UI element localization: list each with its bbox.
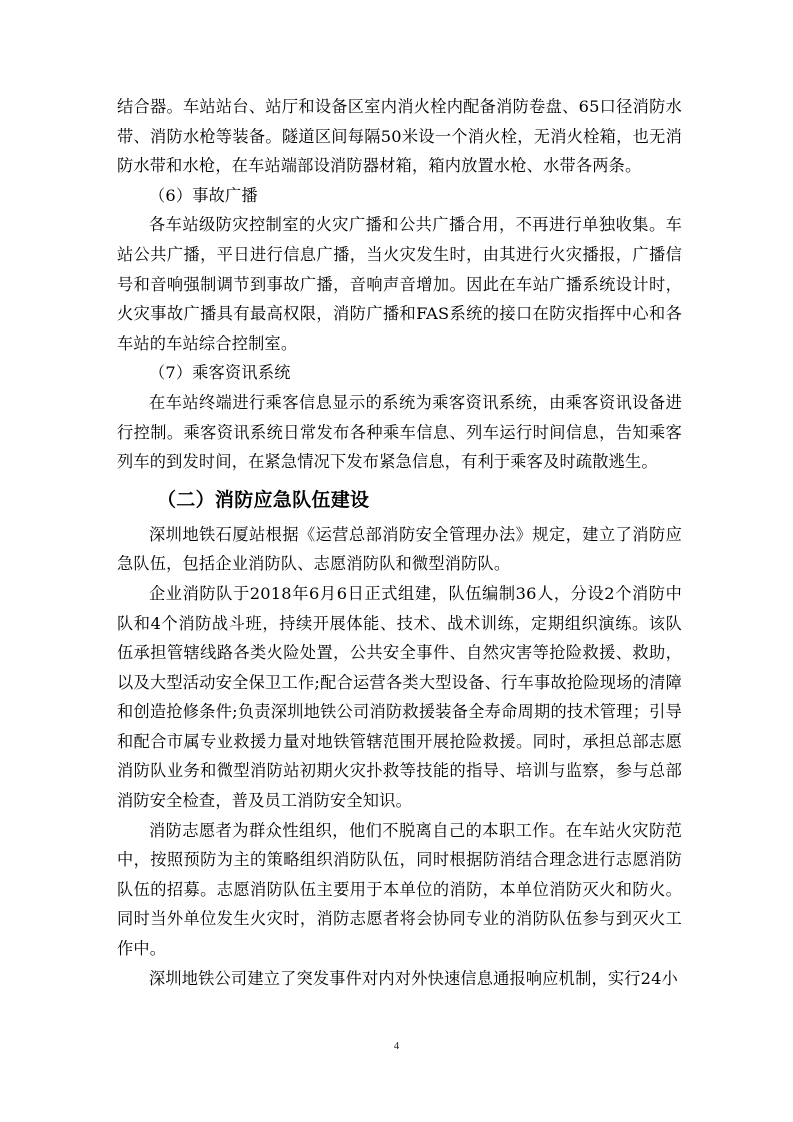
page-body bbox=[117, 92, 682, 993]
section-heading: （二）消防应急队伍建设 bbox=[157, 488, 370, 511]
paragraph-accident-broadcast: 各车站级防灾控制室的火灾广播和公共广播合用，不再进行单独收集。车站公共广播，平日进行信息广播，当火灾发生时，由其进行火灾播报，广播信号和音响强制调节到事故广播，音响声音增加。因此在车站广播系统设计时，火灾事故广播具有最高权限，消防广播和FAS系统的接口在防灾指挥中心和各车站的车站综合控制室。 bbox=[117, 215, 682, 353]
paragraph-enterprise-fire-brigade: 企业消防队于2018年6月6日正式组建，队伍编制36人，分设2个消防中队和4个消防战斗班，持续开展体能、技术、战术训练，定期组织演练。该队伍承担管辖线路各类火险处置，公共安全事件、自然灾害等抢险救援、救助，以及大型活动安全保卫工作;配合运营各类大型设备、行车事故抢险现场的清障和创造抢修条件;负责深圳地铁公司消防救援装备全寿命周期的技术管理；引导和配合市属专业救援力量对地铁管辖范围开展抢险救援。同时，承担总部志愿消防队业务和微型消防站初期火灾扑救等技能的指导、培训与监察，参与总部消防安全检查，普及员工消防安全知识。 bbox=[117, 583, 682, 811]
paragraph-emergency-team-intro: 深圳地铁石厦站根据《运营总部消防安全管理办法》规定，建立了消防应急队伍，包括企业消防队、志愿消防队和微型消防队。 bbox=[117, 524, 682, 574]
page-number: 4 bbox=[393, 1040, 400, 1052]
paragraph-passenger-info-system: 在车站终端进行乘客信息显示的系统为乘客资讯系统，由乘客资讯设备进行控制。乘客资讯系统日常发布各种乘车信息、列车运行时间信息，告知乘客列车的到发时间，在紧急情况下发布紧急信息，有利于乘客及时疏散逃生。 bbox=[117, 392, 682, 472]
paragraph-fire-volunteers: 消防志愿者为群众性组织，他们不脱离自己的本职工作。在车站火灾防范中，按照预防为主的策略组织消防队伍，同时根据防消结合理念进行志愿消防队伍的招募。志愿消防队伍主要用于本单位的消防，本单位消防灭火和防火。同时当外单位发生火灾时，消防志愿者将会协同专业的消防队伍参与到灭火工作中。 bbox=[117, 820, 682, 959]
subheading-accident-broadcast: （6）事故广播 bbox=[149, 185, 258, 205]
subheading-passenger-info-system: （7）乘客资讯系统 bbox=[149, 363, 291, 383]
paragraph-hydrant-equipment: 结合器。车站站台、站厅和设备区室内消火栓内配备消防卷盘、65口径消防水带、消防水枪等装备。隧道区间每隔50米设一个消火栓，无消火栓箱，也无消防水带和水枪，在车站端部设消防器材箱，箱内放置水枪、水带各两条。 bbox=[117, 97, 682, 176]
paragraph-info-response-mechanism: 深圳地铁公司建立了突发事件对内对外快速信息通报响应机制，实行24小 bbox=[149, 968, 679, 988]
